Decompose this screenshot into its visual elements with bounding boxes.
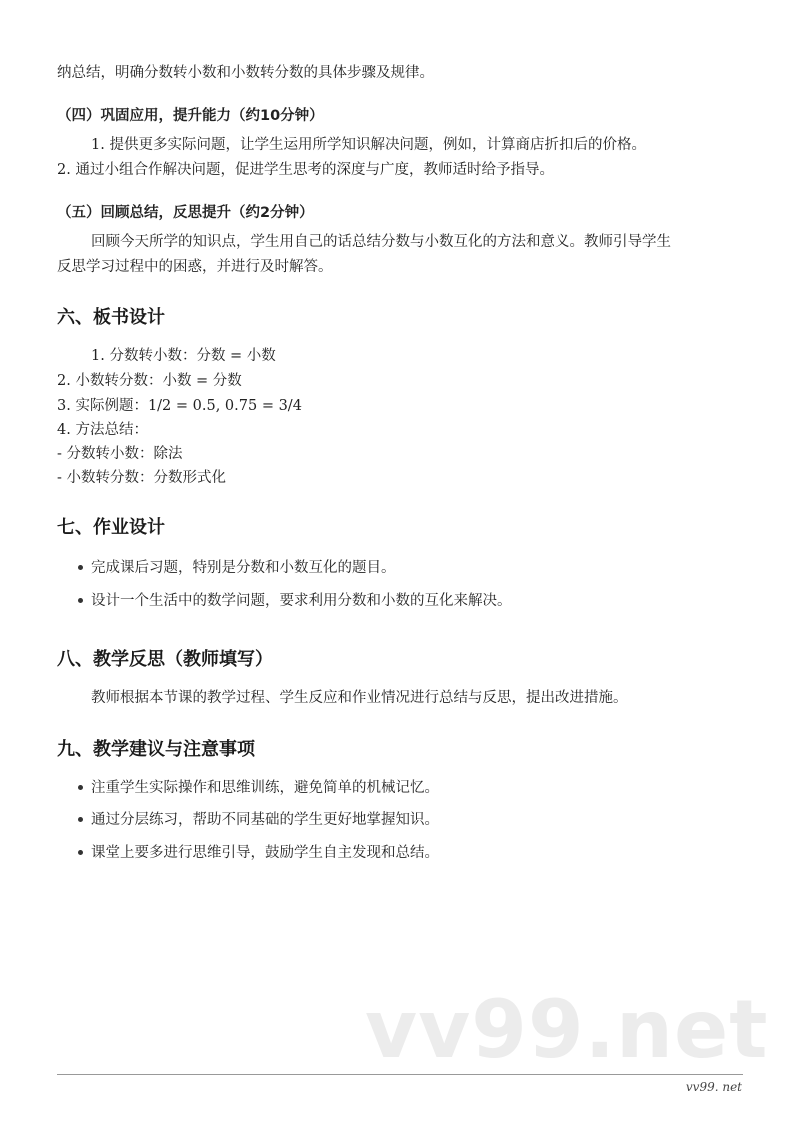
- document-page: 纳总结，明确分数转小数和小数转分数的具体步骤及规律。 （四）巩固应用，提升能力（约10分钟） 1. 提供更多实际问题，让学生运用所学知识解决问题，例如，计算商店折扣后的价格。 2. 通过小组合作解决问题，促进学生思考的深度与广度，教师适时给予指导。 （五）回顾总结，反思提升（约2分钟） 回顾今天所学的知识点，学生用自己的话总结分数与小数互化的方法和意义。教师引导学生 反思学习过程中的困惑，并进行及时解答。 六、板书设计 1. 分数转小数：分数 = 小数 2. 小数转分数：小数 = 分数 3. 实际例题：1/2 = 0.5, 0.75 = 3/4 4. 方法总结： - 分数转小数：除法 - 小数转分数：分数形式化 七、作业设计 完成课后习题，特别是分数和小数互化的题目。 设计一个生活中的数学问题，要求利用分数和小数的互化来解决。 八、教学反思（教师填写） 教师根据本节课的教学过程、学生反应和作业情况进行总结与反思，提出改进措施。 九、教学建议与注意事项 注重学生实际操作和思维训练，避免简单的机械记忆。 通过分层练习，帮助不同基础的学生更好地掌握知识。 课堂上要多进行思维引导，鼓励学生自主发现和总结。 vv99.net vv99. net: [57, 65, 769, 1094]
- section-heading-suggestions: 九、教学建议与注意事项: [57, 739, 255, 760]
- board-line: - 分数转小数：除法: [57, 446, 183, 462]
- subheading-consolidation: （四）巩固应用，提升能力（约10分钟）: [57, 108, 324, 124]
- watermark: vv99.net: [365, 983, 769, 1076]
- footer-divider: [57, 1074, 743, 1075]
- list-item: 2. 通过小组合作解决问题，促进学生思考的深度与广度，教师适时给予指导。: [57, 162, 554, 178]
- paragraph-line: 反思学习过程中的困惑，并进行及时解答。: [57, 259, 333, 275]
- paragraph-line: 教师根据本节课的教学过程、学生反应和作业情况进行总结与反思，提出改进措施。: [91, 690, 628, 706]
- bullet-icon: [78, 850, 83, 855]
- subheading-review: （五）回顾总结，反思提升（约2分钟）: [57, 205, 314, 221]
- board-line: 2. 小数转分数：小数 = 分数: [57, 373, 242, 389]
- list-item: 1. 提供更多实际问题，让学生运用所学知识解决问题，例如，计算商店折扣后的价格。: [91, 137, 646, 153]
- bullet-icon: [78, 598, 83, 603]
- section-heading-homework: 七、作业设计: [57, 517, 165, 538]
- board-line: 3. 实际例题：1/2 = 0.5, 0.75 = 3/4: [57, 398, 302, 414]
- section-heading-blackboard: 六、板书设计: [57, 307, 165, 328]
- bullet-icon: [78, 817, 83, 822]
- section-heading-reflection: 八、教学反思（教师填写）: [57, 649, 273, 670]
- paragraph-line: 回顾今天所学的知识点，学生用自己的话总结分数与小数互化的方法和意义。教师引导学生: [91, 234, 671, 250]
- board-line: 4. 方法总结：: [57, 422, 148, 438]
- board-line: - 小数转分数：分数形式化: [57, 470, 227, 486]
- paragraph-continuation: 纳总结，明确分数转小数和小数转分数的具体步骤及规律。: [57, 65, 434, 81]
- board-line: 1. 分数转小数：分数 = 小数: [91, 348, 276, 364]
- footer-site-label: vv99. net: [685, 1080, 742, 1094]
- bullet-icon: [78, 565, 83, 570]
- bullet-icon: [78, 785, 83, 790]
